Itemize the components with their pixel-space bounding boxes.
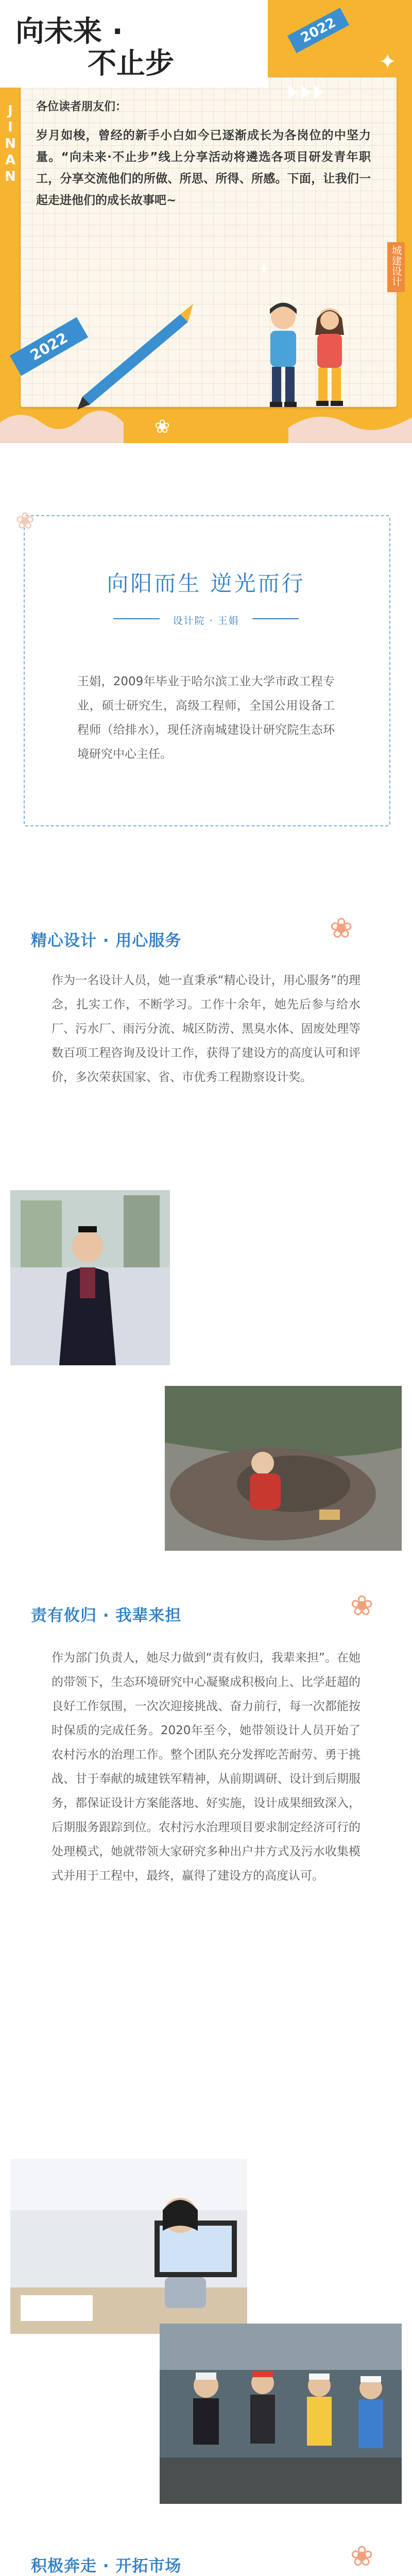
vertical-right-label <box>387 242 405 292</box>
flower-icon: ❀ <box>330 912 353 944</box>
photo-graduation <box>10 1190 170 1365</box>
header-banner <box>0 0 412 443</box>
star-icon: ✦ <box>379 49 397 74</box>
people-illustration <box>77 294 366 417</box>
flower-icon: ❀ <box>154 416 170 437</box>
vertical-jinan-text: JINAN <box>3 103 18 185</box>
flower-icon: ❀ <box>350 2540 374 2572</box>
article-headline: 向阳而生 逆光而行 <box>107 571 305 596</box>
chevron-decoration <box>314 85 323 99</box>
chevron-decoration <box>301 85 311 99</box>
photo-site-inspection <box>160 2324 402 2504</box>
photo-office-work <box>10 2159 247 2334</box>
star-icon: ✦ <box>258 260 271 278</box>
year-tag-bottom: 2022 <box>10 317 88 376</box>
flower-icon: ❀ <box>350 1589 374 1622</box>
article-byline: 设计院 · 王娟 <box>173 615 239 626</box>
banner-floral-edge <box>0 402 412 443</box>
section-title-2: 责有攸归 · 我辈来担 <box>31 1606 182 1625</box>
flower-icon: ❀ <box>15 508 35 534</box>
photo-field-work <box>165 1386 402 1551</box>
section-1-paragraph: 作为一名设计人员，她一直秉承“精心设计，用心服务”的理念，扎实工作，不断学习。工作十余年，她先后参与给水厂、污水厂、雨污分流、城区防涝、黑臭水体、固废处理等数百项工程咨询及设计工作，获得了建设方的高度认可和评价，多次荣获国家、省、市优秀工程勘察设计奖。 <box>52 974 360 1084</box>
vertical-right-text: 城建设计 <box>390 245 402 286</box>
banner-greeting: 各位读者朋友们： <box>36 100 127 113</box>
author-bio: 王娟，2009年毕业于哈尔滨工业大学市政工程专业，硕士研究生，高级工程师，全国公用设备工程师（给排水），现任济南城建设计研究院生态环境研究中心主任。 <box>77 675 335 761</box>
chevron-decoration <box>288 85 298 99</box>
section-title-1: 精心设计 · 用心服务 <box>31 931 182 950</box>
year-tag-top: 2022 <box>287 8 350 53</box>
banner-title-line1: 向未来 · <box>15 15 123 48</box>
banner-intro-text: 岁月如梭，曾经的新手小白如今已逐渐成长为各岗位的中坚力量。“向未来·不止步”线上分享活动将遴选各项目研发青年职工，分享交流他们的所做、所思、所得、所感。下面，让我们一起走进他们的成长故事吧~ <box>36 129 371 207</box>
section-2-paragraph: 作为部门负责人，她尽力做到“责有攸归，我辈来担”。在她的带领下，生态环境研究中心凝聚成积极向上、比学赶超的良好工作氛围，一次次迎接挑战、奋力前行，每一次都能按时保质的完成任务。2020年至今，她带领设计人员开始了农村污水的治理工作。整个团队充分发挥吃苦耐劳、勇于挑战、甘于奉献的城建铁军精神，从前期调研、设计到后期服务，都保证设计方案能落地、好实施，设计成果细致深入，后期服务跟踪到位。农村污水治理项目要求制定经济可行的处理模式，她就带领大家研究多种出户井方式及污水收集模式并用于工程中，最终，赢得了建设方的高度认可。 <box>52 1651 360 1883</box>
vertical-jinan-label <box>0 103 21 189</box>
banner-title-line2: 不止步 <box>88 47 174 80</box>
section-title-3: 积极奔走 · 开拓市场 <box>31 2557 182 2575</box>
